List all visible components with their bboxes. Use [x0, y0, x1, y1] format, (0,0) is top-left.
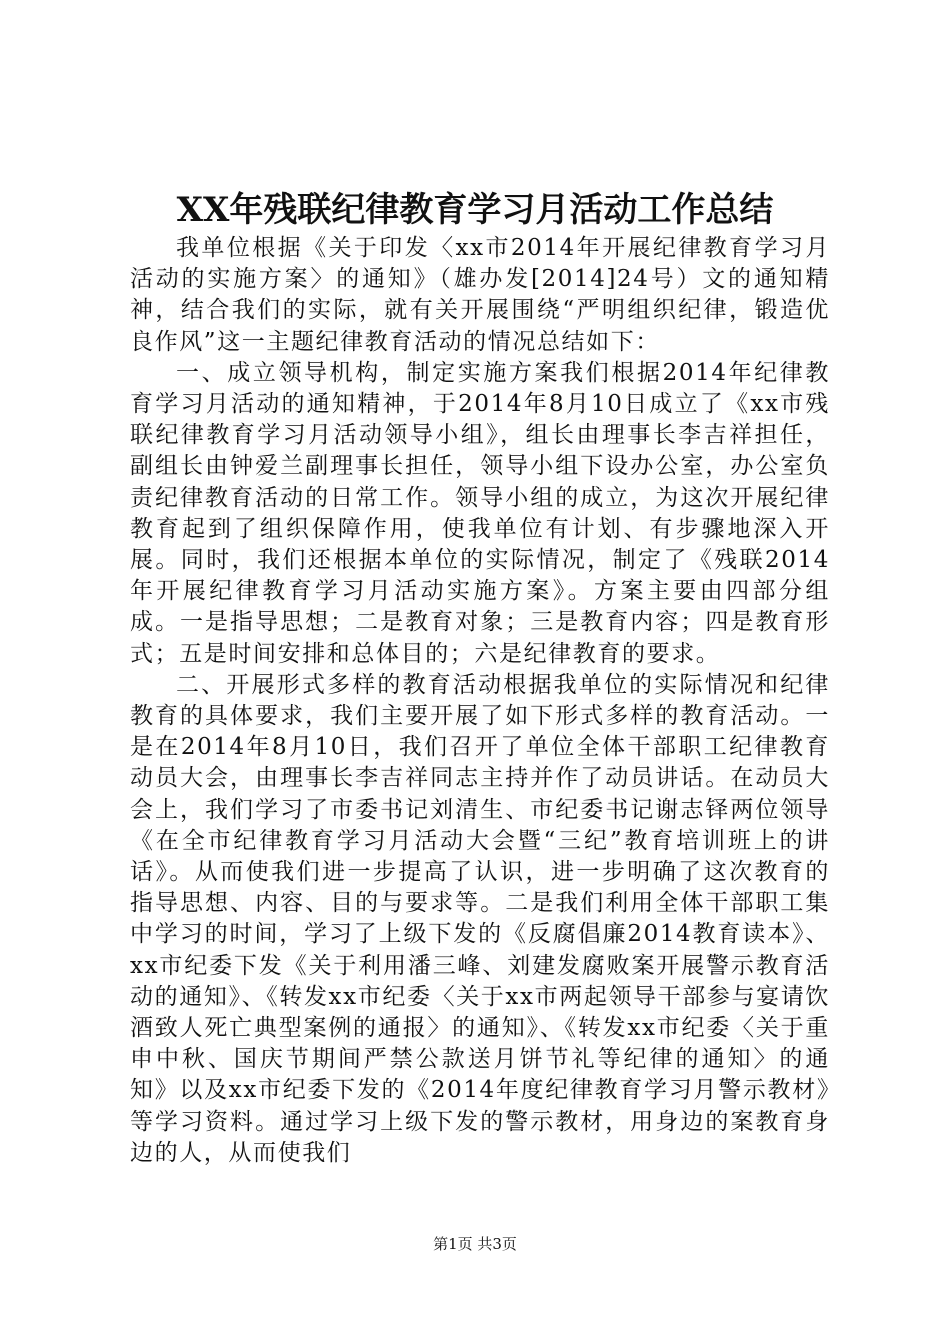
page-footer: 第1页 共3页	[433, 1235, 517, 1253]
paragraph-intro: 我单位根据《关于印发〈xx市2014年开展纪律教育学习月活动的实施方案〉的通知》（雄办发[2014]24号）文的通知精神，结合我们的实际，就有关开展围绕“严明组织纪律，锻造优良作风”这一主题纪律教育活动的情况总结如下：	[130, 235, 830, 355]
document-body	[130, 233, 830, 1169]
paragraph-section-1: 一、成立领导机构，制定实施方案我们根据2014年纪律教育学习月活动的通知精神，于2014年8月10日成立了《xx市残联纪律教育学习月活动领导小组》，组长由理事长李吉祥担任，副组长由钟爱兰副理事长担任，领导小组下设办公室，办公室负责纪律教育活动的日常工作。领导小组的成立，为这次开展纪律教育起到了组织保障作用，使我单位有计划、有步骤地深入开展。同时，我们还根据本单位的实际情况，制定了《残联2014年开展纪律教育学习月活动实施方案》。方案主要由四部分组成。一是指导思想；二是教育对象；三是教育内容；四是教育形式；五是时间安排和总体目的；六是纪律教育的要求。	[130, 359, 830, 667]
paragraph-section-2: 二、开展形式多样的教育活动根据我单位的实际情况和纪律教育的具体要求，我们主要开展了如下形式多样的教育活动。一是在2014年8月10日，我们召开了单位全体干部职工纪律教育动员大会，由理事长李吉祥同志主持并作了动员讲话。在动员大会上，我们学习了市委书记刘清生、市纪委书记谢志铎两位领导《在全市纪律教育学习月活动大会暨“三纪”教育培训班上的讲话》。从而使我们进一步提高了认识，进一步明确了这次教育的指导思想、内容、目的与要求等。二是我们利用全体干部职工集中学习的时间，学习了上级下发的《反腐倡廉2014教育读本》、xx市纪委下发《关于利用潘三峰、刘建发腐败案开展警示教育活动的通知》、《转发xx市纪委〈关于xx市两起领导干部参与宴请饮酒致人死亡典型案例的通报〉的通知》、《转发xx市纪委〈关于重申中秋、国庆节期间严禁公款送月饼节礼等纪律的通知〉的通知》以及xx市纪委下发的《2014年度纪律教育学习月警示教材》等学习资料。通过学习上级下发的警示教材，用身边的案教育身边的人，从而使我们	[130, 671, 830, 1166]
document-title: XX年残联纪律教育学习月活动工作总结	[176, 190, 774, 230]
